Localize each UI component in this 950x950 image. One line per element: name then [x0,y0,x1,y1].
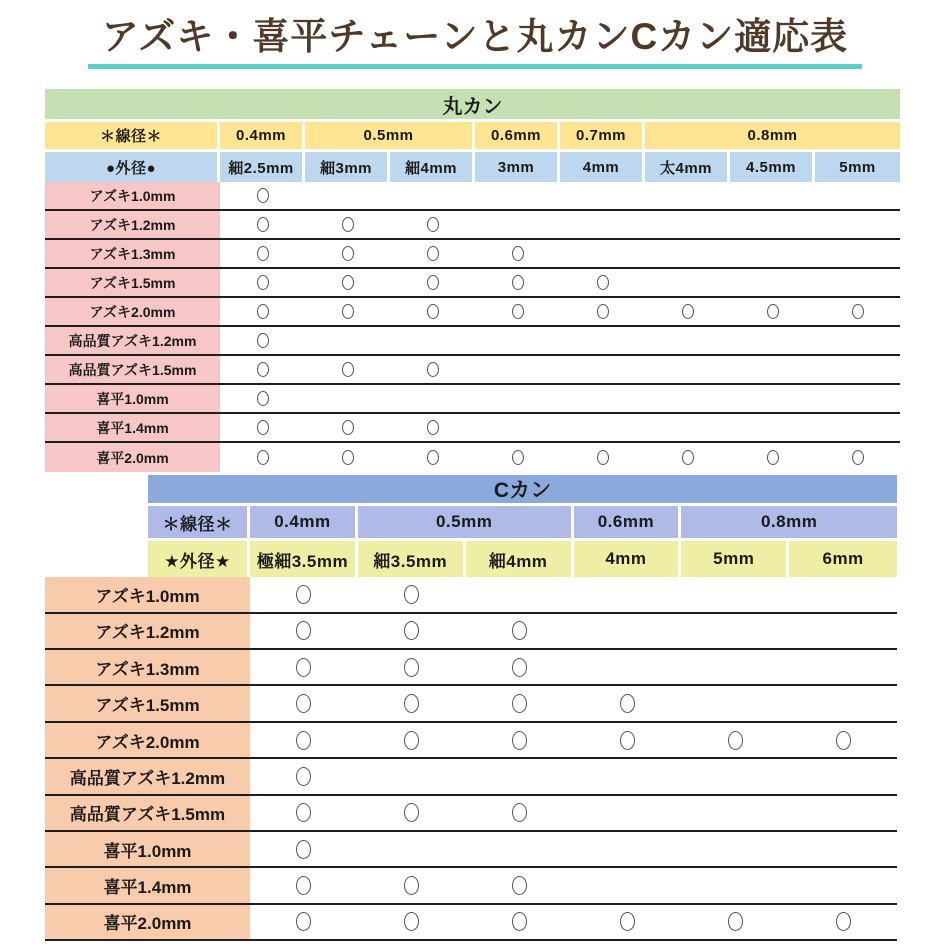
mark-cell [466,686,574,720]
outer-diameter-row [45,541,897,577]
mark-cell [475,327,560,354]
mark-cell [466,723,574,757]
compat-circle-icon [767,450,779,465]
table-title: Cカン [148,475,897,506]
mark-cell [789,577,897,611]
row-label: 高品質アズキ1.5mm [45,796,250,830]
mark-cell [250,614,358,648]
outer-diameter-value: 5mm [681,541,789,577]
mark-cell [645,298,730,325]
outer-diameter-value: 6mm [789,541,897,577]
table-row [45,269,900,298]
mark-cell [220,269,305,296]
mark-cell [390,414,475,441]
mark-cell [789,650,897,684]
compat-circle-icon [767,304,779,319]
mark-cell [730,385,815,412]
table-row [45,686,897,722]
row-label: アズキ2.0mm [45,723,250,757]
mark-cell [250,650,358,684]
mark-cell [574,614,682,648]
mark-cell [560,327,645,354]
mark-cell [681,759,789,793]
mark-cell [789,686,897,720]
row-label: 高品質アズキ1.2mm [45,759,250,793]
compat-circle-icon [597,450,609,465]
mark-cell [681,723,789,757]
outer-diameter-row [45,152,900,182]
mark-cell [250,905,358,939]
table-row [45,240,900,269]
compat-circle-icon [427,217,439,232]
mark-cell [305,240,390,267]
compat-circle-icon [620,912,635,931]
mark-cell [305,182,390,209]
compat-circle-icon [296,912,311,931]
wire-diameter-value: 0.7mm [560,122,645,149]
mark-cell [789,796,897,830]
compat-circle-icon [257,275,269,290]
outer-diameter-value: 3mm [475,152,560,182]
compat-circle-icon [296,694,311,713]
row-label: 喜平2.0mm [45,443,220,472]
compat-circle-icon [512,658,527,677]
mark-cell [390,240,475,267]
mark-cell [730,298,815,325]
mark-cell [220,443,305,472]
mark-cell [358,686,466,720]
table-row [45,796,897,832]
mark-cell [645,356,730,383]
mark-cell [574,686,682,720]
table-row [45,650,897,686]
compat-circle-icon [620,731,635,750]
mark-cell [220,298,305,325]
outer-row-label: ★外径★ [148,541,250,577]
mark-cell [645,414,730,441]
mark-cell [475,443,560,472]
table-row [45,327,900,356]
mark-cell [358,868,466,902]
table-row [45,298,900,327]
compat-circle-icon [342,362,354,377]
compat-circle-icon [427,420,439,435]
mark-cell [390,182,475,209]
outer-diameter-value: 極細3.5mm [250,541,358,577]
compat-circle-icon [682,450,694,465]
mark-cell [358,905,466,939]
mark-cell [681,577,789,611]
compat-circle-icon [427,362,439,377]
wire-diameter-value: 0.6mm [574,506,682,538]
outer-diameter-value: 4mm [574,541,682,577]
mark-cell [466,759,574,793]
wire-diameter-value: 0.6mm [475,122,560,149]
compat-circle-icon [836,912,851,931]
mark-cell [574,723,682,757]
compat-circle-icon [296,803,311,822]
mark-cell [250,723,358,757]
mark-cell [250,759,358,793]
mark-cell [358,614,466,648]
mark-cell [390,211,475,238]
mark-cell [560,385,645,412]
compat-circle-icon [597,304,609,319]
mark-cell [475,240,560,267]
compat-circle-icon [404,803,419,822]
mark-cell [645,269,730,296]
mark-cell [358,650,466,684]
compat-circle-icon [404,694,419,713]
compat-circle-icon [836,731,851,750]
mark-cell [250,796,358,830]
mark-cell [560,298,645,325]
mark-cell [645,211,730,238]
compat-circle-icon [427,246,439,261]
mark-cell [305,211,390,238]
compat-circle-icon [427,275,439,290]
wire-diameter-value: 0.5mm [305,122,475,149]
mark-cell [475,269,560,296]
mark-cell [220,414,305,441]
table-row [45,211,900,240]
compat-circle-icon [257,450,269,465]
compat-circle-icon [296,621,311,640]
mark-cell [789,614,897,648]
mark-cell [560,269,645,296]
table-row [45,759,897,795]
wire-diameter-value: 0.4mm [220,122,305,149]
compat-circle-icon [512,912,527,931]
compat-circle-icon [512,803,527,822]
mark-cell [305,414,390,441]
table-row [45,905,897,941]
mark-cell [681,650,789,684]
mark-cell [358,723,466,757]
mark-cell [358,577,466,611]
mark-cell [250,868,358,902]
compat-circle-icon [257,304,269,319]
mark-cell [305,327,390,354]
mark-cell [681,905,789,939]
row-label: 高品質アズキ1.2mm [45,327,220,354]
mark-cell [358,796,466,830]
page-title: アズキ・喜平チェーンと丸カンCカン適応表 [88,14,862,69]
mark-cell [466,796,574,830]
row-label: アズキ1.3mm [45,240,220,267]
mark-cell [681,832,789,866]
mark-cell [645,327,730,354]
mark-cell [305,356,390,383]
table-row [45,385,900,414]
wire-row-label: ＊線径＊ [45,122,220,149]
mark-cell [466,832,574,866]
mark-cell [815,327,900,354]
ckan-table [45,475,897,941]
mark-cell [574,577,682,611]
mark-cell [250,832,358,866]
compat-circle-icon [427,450,439,465]
compat-circle-icon [512,450,524,465]
compat-circle-icon [512,621,527,640]
mark-cell [730,211,815,238]
compat-circle-icon [728,731,743,750]
row-label: 高品質アズキ1.5mm [45,356,220,383]
mark-cell [466,905,574,939]
compat-circle-icon [296,585,311,604]
table-row [45,182,900,211]
mark-cell [574,832,682,866]
mark-cell [815,182,900,209]
outer-row-label: ●外径● [45,152,220,182]
mark-cell [574,759,682,793]
mark-cell [390,356,475,383]
compat-circle-icon [512,275,524,290]
compat-circle-icon [342,217,354,232]
mark-cell [815,269,900,296]
row-label: 喜平1.4mm [45,414,220,441]
outer-diameter-value: 5mm [815,152,900,182]
compat-circle-icon [296,876,311,895]
compat-circle-icon [296,658,311,677]
outer-diameter-value: 4mm [560,152,645,182]
mark-cell [560,182,645,209]
compat-circle-icon [597,275,609,290]
outer-diameter-value: 4.5mm [730,152,815,182]
mark-cell [305,269,390,296]
mark-cell [730,327,815,354]
mark-cell [645,443,730,472]
mark-cell [789,868,897,902]
mark-cell [681,868,789,902]
mark-cell [220,327,305,354]
wire-diameter-row [45,506,897,541]
compat-circle-icon [296,731,311,750]
mark-cell [390,443,475,472]
mark-cell [305,298,390,325]
outer-diameter-value: 太4mm [645,152,730,182]
mark-cell [560,414,645,441]
mark-cell [466,577,574,611]
row-label: アズキ1.2mm [45,211,220,238]
mark-cell [560,211,645,238]
wire-diameter-row [45,122,900,152]
row-label: アズキ1.0mm [45,577,250,611]
row-label: アズキ1.5mm [45,269,220,296]
mark-cell [815,414,900,441]
mark-cell [645,182,730,209]
mark-cell [815,211,900,238]
compat-circle-icon [404,912,419,931]
mark-cell [645,385,730,412]
compat-circle-icon [296,767,311,786]
table-row [45,414,900,443]
compat-circle-icon [512,876,527,895]
mark-cell [681,796,789,830]
mark-cell [730,240,815,267]
mark-cell [220,182,305,209]
mark-cell [789,832,897,866]
mark-cell [390,298,475,325]
wire-diameter-value: 0.8mm [645,122,900,149]
mark-cell [789,905,897,939]
compat-circle-icon [257,188,269,203]
row-label: 喜平1.4mm [45,868,250,902]
mark-cell [645,240,730,267]
mark-cell [220,240,305,267]
mark-cell [789,759,897,793]
mark-cell [475,298,560,325]
outer-diameter-value: 細2.5mm [220,152,305,182]
compat-circle-icon [404,585,419,604]
mark-cell [574,868,682,902]
compat-circle-icon [728,912,743,931]
row-label: アズキ1.0mm [45,182,220,209]
mark-cell [475,414,560,441]
mark-cell [475,385,560,412]
row-label: アズキ1.5mm [45,686,250,720]
compat-circle-icon [257,362,269,377]
mark-cell [358,759,466,793]
row-label: 喜平2.0mm [45,905,250,939]
mark-cell [574,796,682,830]
mark-cell [815,240,900,267]
compat-circle-icon [427,304,439,319]
mark-cell [475,182,560,209]
mark-cell [560,443,645,472]
compat-circle-icon [512,304,524,319]
compat-circle-icon [404,876,419,895]
wire-diameter-value: 0.5mm [358,506,574,538]
compat-circle-icon [512,246,524,261]
wire-diameter-value: 0.8mm [681,506,897,538]
compat-circle-icon [257,391,269,406]
mark-cell [730,182,815,209]
compat-circle-icon [342,275,354,290]
header-spacer [45,506,148,538]
mark-cell [560,356,645,383]
marukan-table [45,89,900,472]
mark-cell [789,723,897,757]
compat-circle-icon [852,450,864,465]
mark-cell [305,443,390,472]
mark-cell [815,385,900,412]
compat-circle-icon [257,217,269,232]
mark-cell [390,385,475,412]
table-title: 丸カン [45,89,900,122]
table-row [45,723,897,759]
mark-cell [466,868,574,902]
compat-circle-icon [257,333,269,348]
table-row [45,832,897,868]
compat-circle-icon [342,304,354,319]
mark-cell [730,443,815,472]
row-label: 喜平1.0mm [45,832,250,866]
compat-circle-icon [852,304,864,319]
mark-cell [730,356,815,383]
mark-cell [390,269,475,296]
mark-cell [475,356,560,383]
table-row [45,868,897,904]
mark-cell [390,327,475,354]
compat-circle-icon [342,420,354,435]
outer-diameter-value: 細3.5mm [358,541,466,577]
mark-cell [574,905,682,939]
mark-cell [681,686,789,720]
row-label: アズキ2.0mm [45,298,220,325]
compat-circle-icon [620,694,635,713]
compat-circle-icon [257,246,269,261]
table-row [45,577,897,613]
header-spacer [45,541,148,577]
mark-cell [730,414,815,441]
compat-circle-icon [682,304,694,319]
mark-cell [475,211,560,238]
mark-cell [250,577,358,611]
outer-diameter-value: 細4mm [466,541,574,577]
mark-cell [250,686,358,720]
row-label: アズキ1.3mm [45,650,250,684]
row-label: 喜平1.0mm [45,385,220,412]
compat-circle-icon [342,246,354,261]
mark-cell [220,385,305,412]
mark-cell [815,443,900,472]
mark-cell [466,650,574,684]
compat-circle-icon [512,731,527,750]
mark-cell [220,356,305,383]
mark-cell [358,832,466,866]
mark-cell [305,385,390,412]
table-row [45,614,897,650]
compat-circle-icon [257,420,269,435]
compat-circle-icon [296,840,311,859]
outer-diameter-value: 細3mm [305,152,390,182]
wire-row-label: ＊線径＊ [148,506,250,538]
compat-circle-icon [404,731,419,750]
compat-circle-icon [404,621,419,640]
compat-circle-icon [342,450,354,465]
mark-cell [574,650,682,684]
mark-cell [466,614,574,648]
mark-cell [815,298,900,325]
mark-cell [730,269,815,296]
mark-cell [815,356,900,383]
mark-cell [220,211,305,238]
mark-cell [560,240,645,267]
compat-circle-icon [404,658,419,677]
wire-diameter-value: 0.4mm [250,506,358,538]
compat-circle-icon [512,694,527,713]
row-label: アズキ1.2mm [45,614,250,648]
outer-diameter-value: 細4mm [390,152,475,182]
table-row [45,443,900,472]
table-row [45,356,900,385]
mark-cell [681,614,789,648]
